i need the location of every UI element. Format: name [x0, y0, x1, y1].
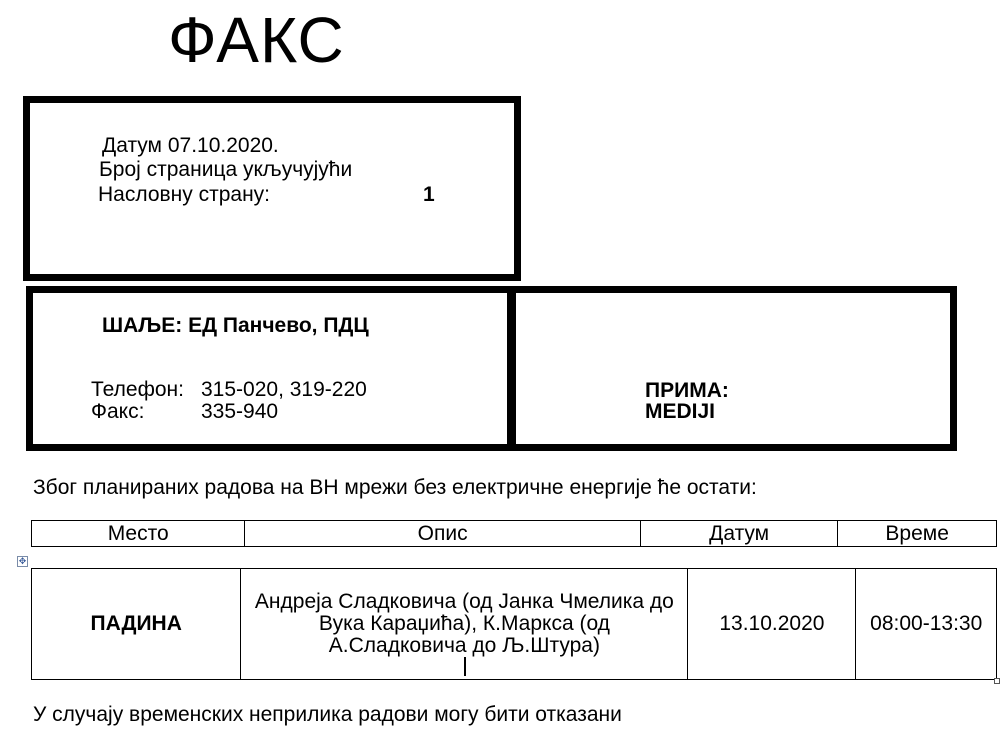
- pages-line: Број страница укључујући: [99, 158, 353, 181]
- outage-table: [31, 568, 997, 680]
- sender-box: [26, 286, 514, 451]
- fax-title: ФАКС: [168, 4, 345, 76]
- text-cursor: [464, 657, 466, 676]
- header-date: Датум: [640, 521, 837, 547]
- cover-page-count: 1: [423, 183, 435, 206]
- cell-time: 08:00-13:30: [856, 569, 997, 680]
- fax-value: 335-940: [201, 400, 279, 423]
- intro-text: Због планираних радова на ВН мрежи без електричне енергије ће остати:: [33, 476, 757, 499]
- header-time: Време: [838, 521, 997, 547]
- table-row: [32, 569, 997, 680]
- phone-label: Телефон:: [91, 378, 184, 401]
- fax-label: Факс:: [91, 400, 145, 423]
- cover-page-label: Насловну страну:: [98, 183, 271, 206]
- receiver-label: ПРИМА:: [645, 379, 729, 402]
- cell-place: ПАДИНА: [32, 569, 241, 680]
- date-line: Датум 07.10.2020.: [102, 134, 279, 157]
- header-place: Место: [32, 521, 245, 547]
- table-move-handle-icon[interactable]: ✥: [18, 556, 27, 566]
- cell-description: Андреја Сладковича (од Јанка Чмелика до Вука Караџића), К.Маркса (од А.Сладковича до Љ.Штура): [241, 569, 688, 680]
- footer-note: У случају временских неприлика радови могу бити отказани: [33, 703, 622, 726]
- header-description: Опис: [245, 521, 641, 547]
- receiver-box: [509, 286, 957, 451]
- sender-line: ШАЉЕ: ЕД Панчево, ПДЦ: [102, 314, 369, 337]
- table-resize-handle[interactable]: [994, 678, 1000, 684]
- phone-value: 315-020, 319-220: [201, 378, 367, 401]
- cell-date: 13.10.2020: [688, 569, 856, 680]
- receiver-value: MEDIJI: [645, 400, 716, 423]
- outage-header-table: [31, 520, 997, 547]
